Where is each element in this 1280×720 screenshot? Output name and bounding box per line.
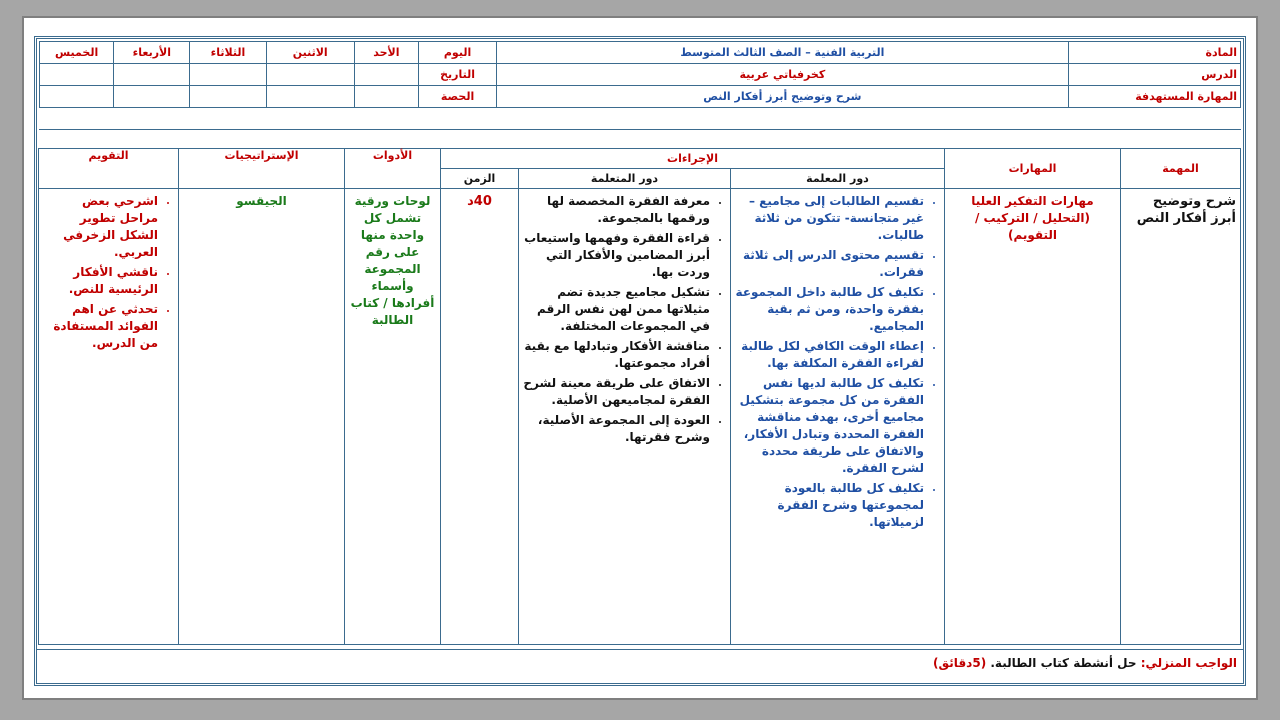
header-table: [39, 41, 1241, 108]
col-procedures: الإجراءات: [441, 149, 945, 169]
date-cell: [190, 64, 266, 86]
evaluation-item: • ناقشي الأفكار الرئيسية للنص.: [43, 264, 158, 298]
period-cell: [40, 86, 114, 108]
page: [22, 16, 1258, 700]
col-strategies: الإستراتيجيات: [179, 149, 345, 189]
tools-cell: لوحات ورقية تشمل كل واحدة منها على رقم المجموعة وأسماء أفرادها / كتاب الطالبة: [345, 189, 441, 645]
teacher-role-cell: [731, 189, 945, 645]
skill-label: المهارة المستهدفة: [1068, 86, 1240, 108]
strategy-cell: الجيقسو: [179, 189, 345, 645]
teacher-item: • تكليف كل طالبة داخل المجموعة بفقرة واحدة، ومن ثم بقية المجاميع.: [735, 284, 924, 335]
date-label: التاريخ: [418, 64, 496, 86]
evaluation-cell: [39, 189, 179, 645]
teacher-item: • إعطاء الوقت الكافي لكل طالبة لقراءة الفقرة المكلفة بها.: [735, 338, 924, 372]
learner-item: • العودة إلى المجموعة الأصلية، وشرح فقرتها.: [523, 412, 710, 446]
lesson-label: الدرس: [1068, 64, 1240, 86]
teacher-item: • تكليف كل طالبة لديها نفس الفقرة من كل مجموعة بتشكيل مجاميع أخرى، بهدف مناقشة الفقرة المحددة وتبادل الأفكار، والاتفاق على طريقة محددة لشرح الفقرة.: [735, 375, 924, 477]
learner-role-cell: [519, 189, 731, 645]
evaluation-item: • تحدثي عن اهم الفوائد المستفادة من الدرس.: [43, 301, 158, 352]
time-cell: 40د: [441, 189, 519, 645]
subject-label: المادة: [1068, 42, 1240, 64]
col-time: الزمن: [441, 169, 519, 189]
learner-item: • الاتفاق على طريقة معينة لشرح الفقرة لمجاميعهن الأصلية.: [523, 375, 710, 409]
day-thursday: الخميس: [40, 42, 114, 64]
col-learner-role: دور المتعلمة: [519, 169, 731, 189]
date-cell: [114, 64, 190, 86]
date-cell: [354, 64, 418, 86]
subject-value: التربية الفنية – الصف الثالث المتوسط: [497, 42, 1068, 64]
day-monday: الاثنين: [266, 42, 354, 64]
learner-item: • معرفة الفقرة المخصصة لها ورقمها بالمجموعة.: [523, 193, 710, 227]
homework-duration: (5دقائق): [933, 656, 987, 670]
homework-row: [37, 649, 1243, 683]
teacher-item: • تقسيم الطالبات إلى مجاميع – غير متجانسة- تتكون من ثلاثة طالبات.: [735, 193, 924, 244]
period-label: الحصة: [418, 86, 496, 108]
col-evaluation: التقويم: [39, 149, 179, 189]
task-cell: شرح وتوضيح أبرز أفكار النص: [1121, 189, 1241, 645]
day-wednesday: الأربعاء: [114, 42, 190, 64]
date-cell: [40, 64, 114, 86]
lesson-plan-frame: [34, 36, 1246, 686]
homework-text: حل أنشطة كتاب الطالبة.: [990, 656, 1137, 670]
day-tuesday: الثلاثاء: [190, 42, 266, 64]
col-task: المهمة: [1121, 149, 1241, 189]
day-label: اليوم: [418, 42, 496, 64]
skills-cell: مهارات التفكير العليا (التحليل / التركيب / التقويم): [945, 189, 1121, 645]
learner-item: • قراءة الفقرة وفهمها واستيعاب أبرز المضامين والأفكار التي وردت بها.: [523, 230, 710, 281]
lesson-value: كخرفياتي عربية: [497, 64, 1068, 86]
learner-item: • مناقشة الأفكار وتبادلها مع بقية أفراد مجموعتها.: [523, 338, 710, 372]
procedures-table: [38, 129, 1241, 645]
teacher-item: • تقسيم محتوى الدرس إلى ثلاثة فقرات.: [735, 247, 924, 281]
homework-label: الواجب المنزلي:: [1140, 656, 1237, 670]
period-cell: [266, 86, 354, 108]
col-tools: الأدوات: [345, 149, 441, 189]
col-teacher-role: دور المعلمة: [731, 169, 945, 189]
period-cell: [114, 86, 190, 108]
skill-value: شرح وتوضيح أبرز أفكار النص: [497, 86, 1068, 108]
evaluation-item: • اشرحي بعض مراحل تطوير الشكل الزخرفي العربي.: [43, 193, 158, 261]
day-sunday: الأحد: [354, 42, 418, 64]
spacer-row: [39, 130, 1241, 149]
period-cell: [354, 86, 418, 108]
col-skills: المهارات: [945, 149, 1121, 189]
learner-item: • تشكيل مجاميع جديدة تضم مثيلاتها ممن لهن نفس الرقم في المجموعات المختلفة.: [523, 284, 710, 335]
date-cell: [266, 64, 354, 86]
period-cell: [190, 86, 266, 108]
teacher-item: • تكليف كل طالبة بالعودة لمجموعتها وشرح الفقرة لزميلاتها.: [735, 480, 924, 531]
